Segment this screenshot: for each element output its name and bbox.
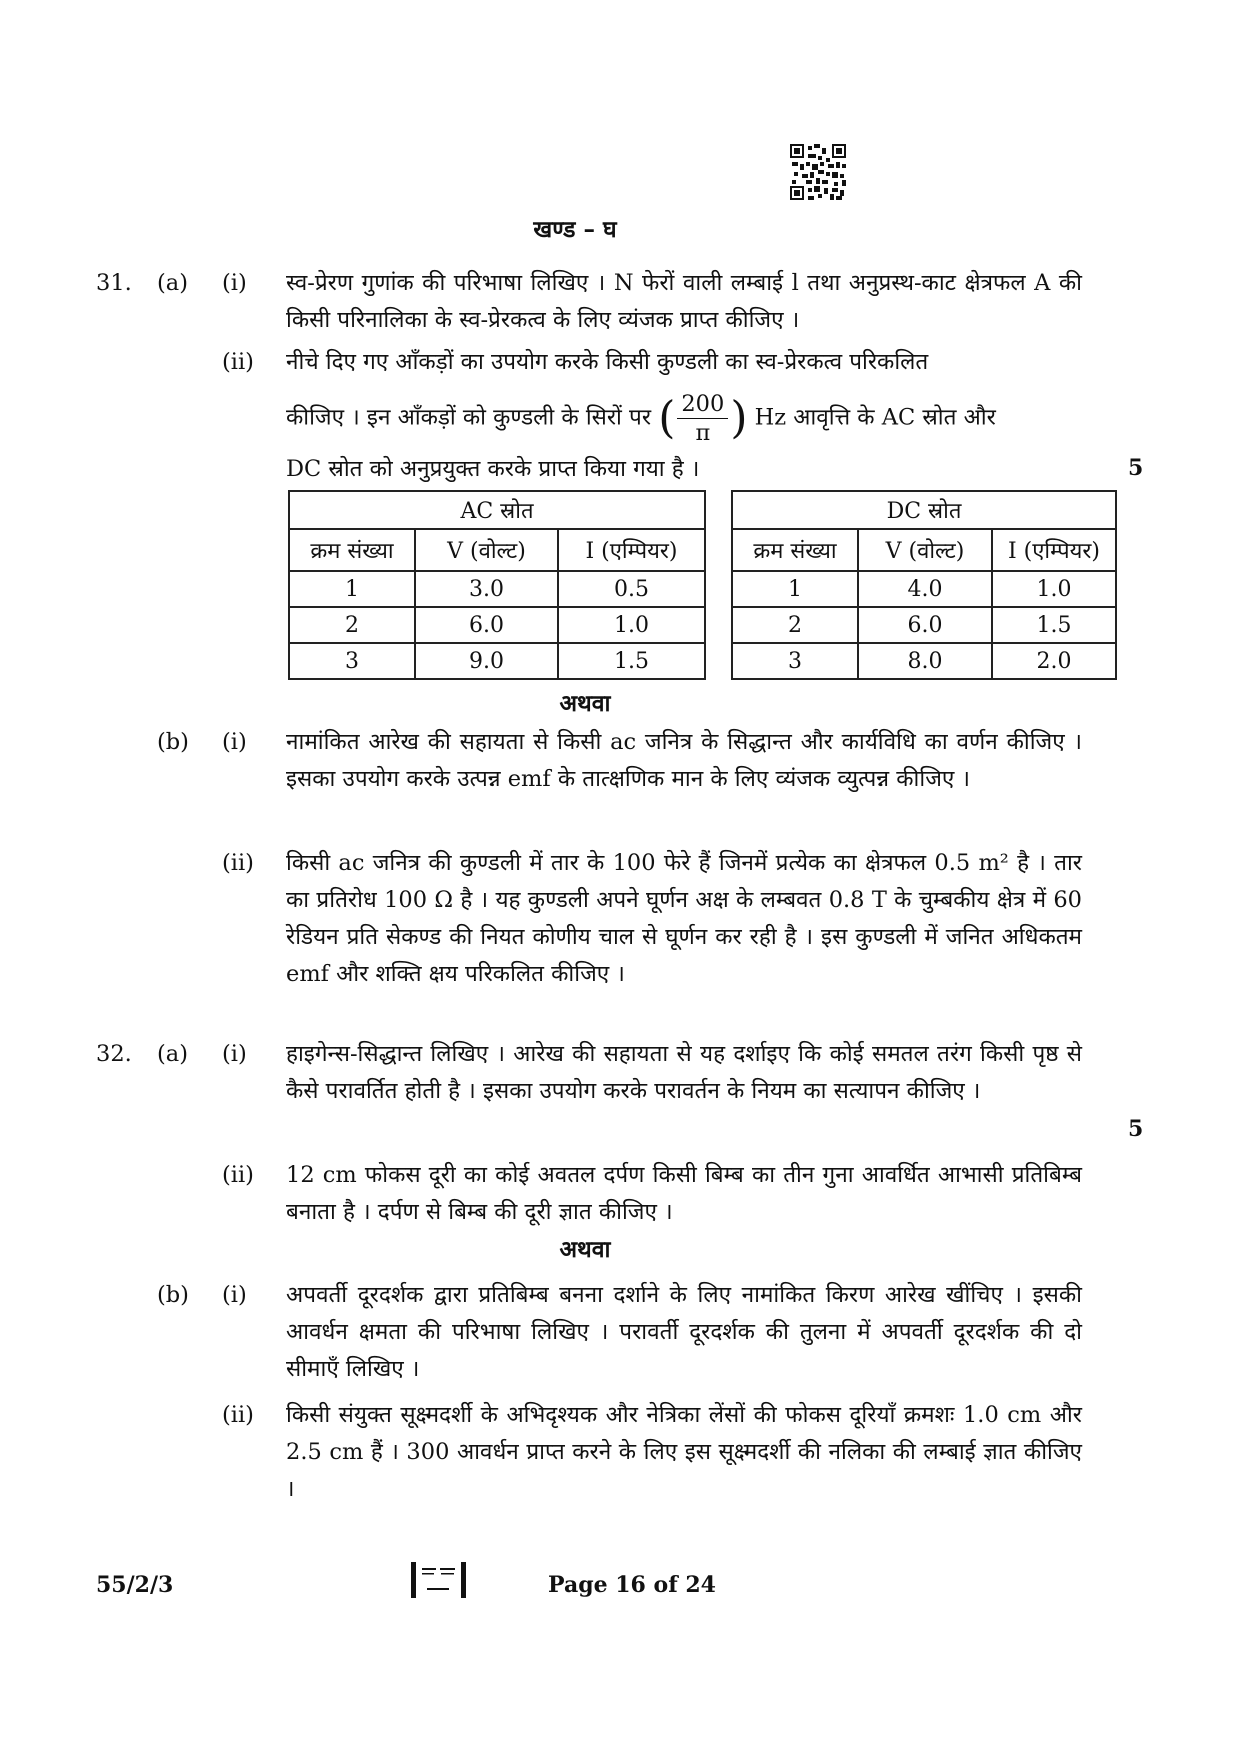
table-row (732, 607, 1116, 643)
q32-b-i-label: (i) (222, 1282, 247, 1308)
q31-or-label: अथवा (559, 690, 611, 717)
q31-a-ii-label: (ii) (222, 349, 254, 375)
fraction-numerator: 200 (677, 390, 728, 419)
ac-header-current: I (एम्पियर) (558, 529, 705, 571)
ac-header-voltage: V (वोल्ट) (415, 529, 558, 571)
ac-source-table (288, 490, 706, 680)
q31-b-i-text: नामांकित आरेख की सहायता से किसी ac जनित्र के सिद्धान्त और कार्यविधि का वर्णन कीजिए । इसका उपयोग करके उत्पन्न emf के तात्क्षणिक मान के लिए व्यंजक व्युत्पन्न कीजिए । (286, 729, 1082, 792)
dc-header-serial: क्रम संख्या (732, 529, 858, 571)
table-cell: 3 (732, 643, 858, 679)
q31-part-b-label: (b) (157, 729, 189, 755)
q32-b-ii-label: (ii) (222, 1402, 254, 1428)
table-row (289, 643, 705, 679)
q32-or-label: अथवा (559, 1236, 611, 1263)
q31-a-ii-line3: DC स्रोत को अनुप्रयुक्त करके प्राप्त किया गया है । (286, 456, 700, 482)
table-cell: 6.0 (858, 607, 992, 643)
page-number: Page 16 of 24 (548, 1572, 716, 1598)
table-cell: 0.5 (558, 571, 705, 607)
q31-a-ii-line2 (286, 390, 1106, 447)
table-cell: 6.0 (415, 607, 558, 643)
q31-a-i-text: स्व-प्रेरण गुणांक की परिभाषा लिखिए । N फेरों वाली लम्बाई l तथा अनुप्रस्थ-काट क्षेत्रफल A की किसी परिनालिका के स्व-प्रेरकत्व के लिए व्यंजक प्राप्त कीजिए । (286, 270, 1082, 333)
q32-a-i-label: (i) (222, 1041, 247, 1067)
q32-a-i-text: हाइगेन्स-सिद्धान्त लिखिए । आरेख की सहायता से यह दर्शाइए कि कोई समतल तरंग किसी पृष्ठ से कैसे परावर्तित होती है । इसका उपयोग करके परावर्तन के नियम का सत्यापन कीजिए । (286, 1041, 1082, 1104)
table-cell: 3 (289, 643, 415, 679)
q32-part-a-label: (a) (157, 1041, 188, 1067)
q31-marks: 5 (1128, 455, 1144, 481)
frequency-fraction (677, 390, 728, 447)
q31-b-ii-text: किसी ac जनित्र की कुण्डली में तार के 100 फेरे हैं जिनमें प्रत्येक का क्षेत्रफल 0.5 m² है । तार का प्रतिरोध 100 Ω है । यह कुण्डली अपने घूर्णन अक्ष के लम्बवत 0.8 T के चुम्बकीय क्षेत्र में 60 रेडियन प्रति सेकण्ड की नियत कोणीय चाल से घूर्णन कर रही है । इस कुण्डली में जनित अधिकतम emf और शक्ति क्षय परिकलित कीजिए । (286, 850, 1082, 987)
left-paren: ( (658, 392, 676, 444)
table-cell: 3.0 (415, 571, 558, 607)
question-32-number: 32. (96, 1041, 132, 1067)
q31-a-ii-line1: नीचे दिए गए आँकड़ों का उपयोग करके किसी कुण्डली का स्व-प्रेरकत्व परिकलित (286, 349, 929, 375)
q32-b-ii-text: किसी संयुक्त सूक्ष्मदर्शी के अभिदृश्यक और नेत्रिका लेंसों की फोकस दूरियाँ क्रमशः 1.0 cm और 2.5 cm हैं । 300 आवर्धन प्राप्त करने के लिए इस सूक्ष्मदर्शी की नलिका की लम्बाई ज्ञात कीजिए । (286, 1402, 1082, 1502)
table-cell: 8.0 (858, 643, 992, 679)
section-title: खण्ड – घ (533, 216, 617, 243)
dc-header-voltage: V (वोल्ट) (858, 529, 992, 571)
table-cell: 1.5 (992, 607, 1116, 643)
table-row (732, 643, 1116, 679)
q32-marks: 5 (1128, 1116, 1144, 1142)
q32-a-ii-label: (ii) (222, 1162, 254, 1188)
q31-b-i-label: (i) (222, 729, 247, 755)
table-cell: 1.0 (992, 571, 1116, 607)
table-row (732, 571, 1116, 607)
q32-a-ii-text: 12 cm फोकस दूरी का कोई अवतल दर्पण किसी बिम्ब का तीन गुना आवर्धित आभासी प्रतिबिम्ब बनाता है । दर्पण से बिम्ब की दूरी ज्ञात कीजिए । (286, 1162, 1082, 1225)
ac-table-title: AC स्रोत (289, 491, 705, 529)
table-cell: 2 (732, 607, 858, 643)
table-cell: 9.0 (415, 643, 558, 679)
dc-source-table (731, 490, 1117, 680)
table-cell: 1.5 (558, 643, 705, 679)
question-31-number: 31. (96, 270, 132, 296)
paper-code: 55/2/3 (96, 1572, 174, 1598)
table-row (289, 571, 705, 607)
table-row (289, 607, 705, 643)
q32-part-b-label: (b) (157, 1282, 189, 1308)
q31-a-i-label: (i) (222, 270, 247, 296)
barcode-icon (411, 1562, 466, 1598)
table-cell: 1 (732, 571, 858, 607)
table-cell: 1 (289, 571, 415, 607)
dc-header-current: I (एम्पियर) (992, 529, 1116, 571)
ac-header-serial: क्रम संख्या (289, 529, 415, 571)
q31-b-ii-label: (ii) (222, 850, 254, 876)
right-paren: ) (730, 392, 748, 444)
table-cell: 1.0 (558, 607, 705, 643)
dc-table-title: DC स्रोत (732, 491, 1116, 529)
qr-code-icon (790, 144, 846, 200)
q31-part-a-label: (a) (157, 270, 188, 296)
q31-a-ii-line2-post: Hz आवृत्ति के AC स्रोत और (754, 404, 996, 431)
table-cell: 2.0 (992, 643, 1116, 679)
table-cell: 2 (289, 607, 415, 643)
table-cell: 4.0 (858, 571, 992, 607)
q32-b-i-text: अपवर्ती दूरदर्शक द्वारा प्रतिबिम्ब बनना दर्शाने के लिए नामांकित किरण आरेख खींचिए । इसकी आवर्धन क्षमता की परिभाषा लिखिए । परावर्ती दूरदर्शक की तुलना में अपवर्ती दूरदर्शक की दो सीमाएँ लिखिए । (286, 1282, 1082, 1382)
q31-a-ii-line2-pre: कीजिए । इन आँकड़ों को कुण्डली के सिरों पर (286, 404, 652, 431)
fraction-denominator: π (695, 420, 711, 446)
